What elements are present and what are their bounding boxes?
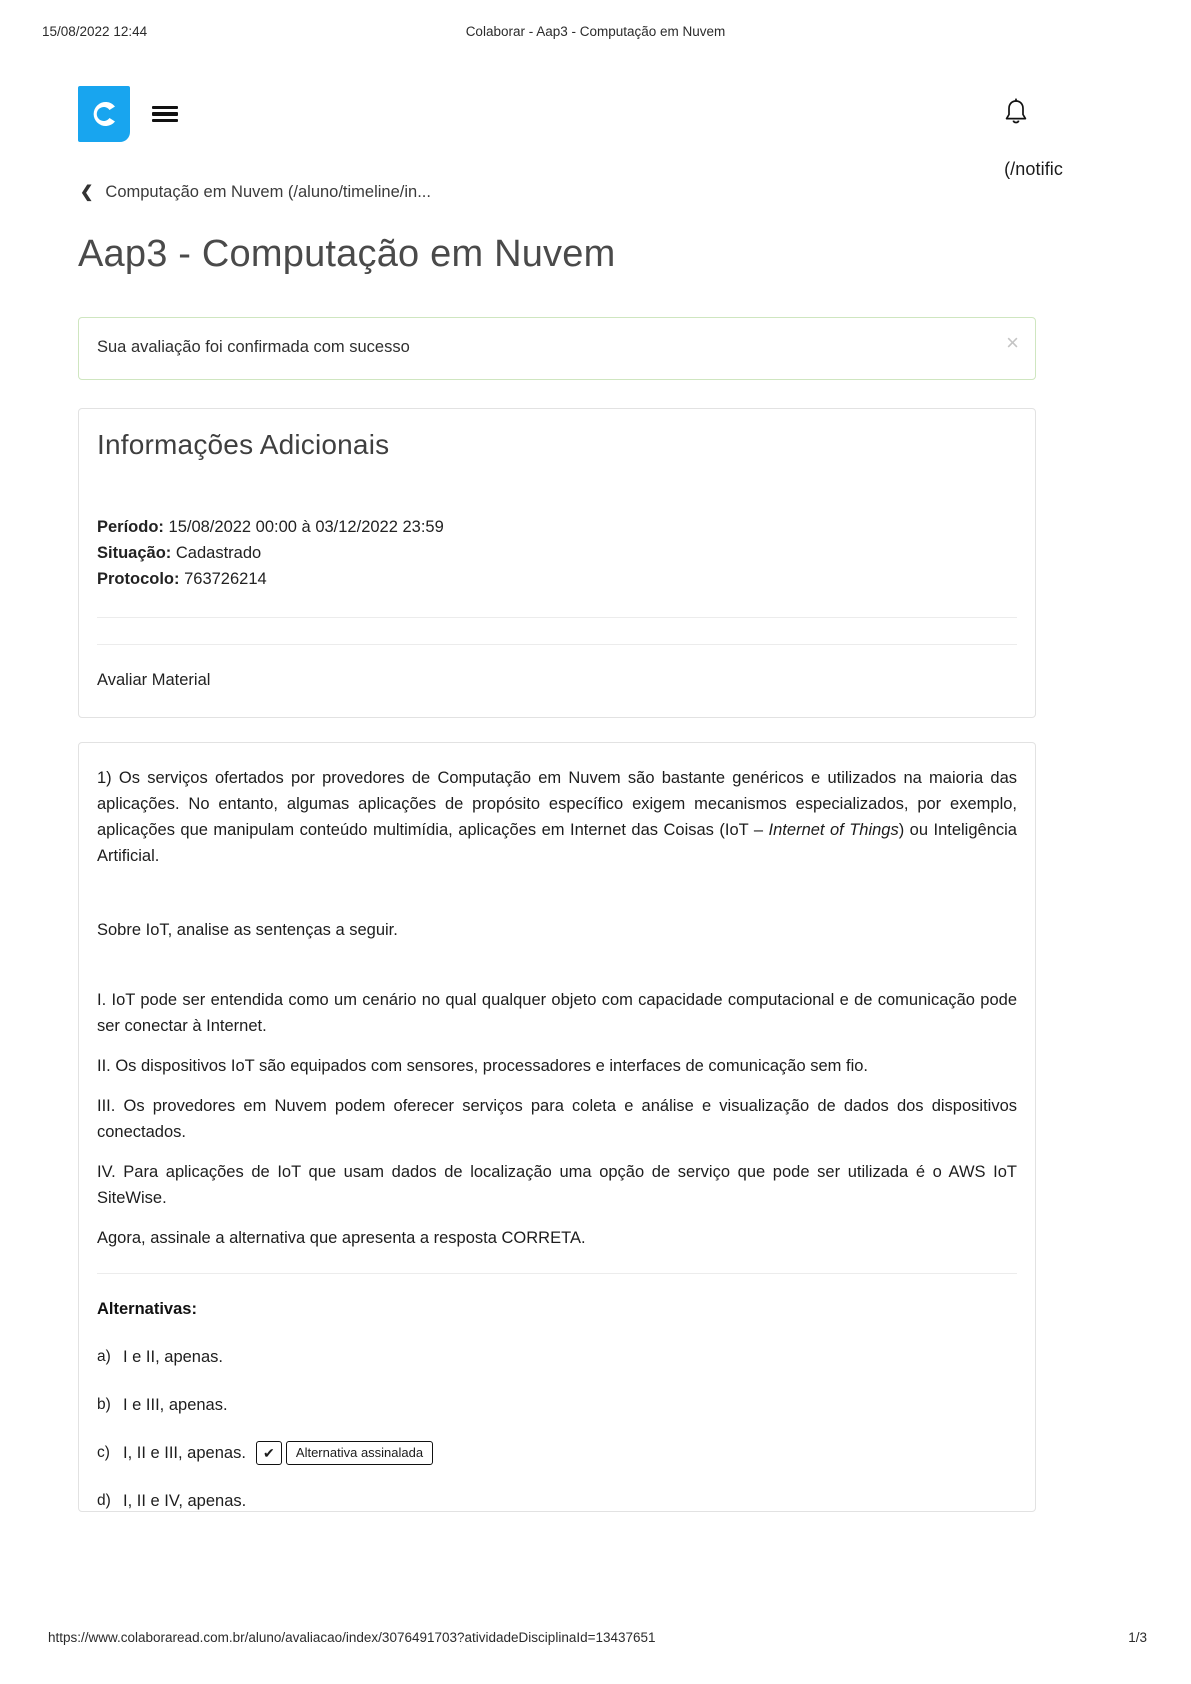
print-date: 15/08/2022 12:44 [42, 24, 148, 39]
statement-i: I. IoT pode ser entendida como um cenário no qual qualquer objeto com capacidade computacional e de comunicação pode ser conectar à Internet. [97, 991, 1017, 1035]
colaborar-logo-icon[interactable] [78, 86, 130, 142]
chevron-left-icon: ❮ [80, 183, 94, 201]
question-prompt: Sobre IoT, analise as sentenças a seguir. [97, 921, 398, 939]
periodo-row [97, 514, 444, 540]
protocolo-value: 763726214 [184, 570, 267, 588]
alternative-letter: d) [97, 1492, 111, 1509]
statement-ii: II. Os dispositivos IoT são equipados com sensores, processadores e interfaces de comunicação sem fio. [97, 1057, 868, 1075]
print-footer [0, 1630, 1191, 1650]
alternative-letter: b) [97, 1396, 111, 1413]
alternative-label: I, II e III, apenas. [123, 1444, 246, 1462]
success-alert [78, 317, 1036, 380]
protocolo-row [97, 566, 444, 592]
notifications-bell-icon[interactable] [1001, 96, 1031, 130]
situacao-label: Situação: [97, 544, 172, 562]
protocolo-label: Protocolo: [97, 570, 180, 588]
question-body [97, 765, 1017, 1512]
situacao-value: Cadastrado [175, 544, 262, 562]
divider-top [97, 617, 1017, 618]
statement-iii: III. Os provedores em Nuvem podem oferecer serviços para coleta e análise e visualização de dados dos dispositivos conectados. [97, 1097, 1017, 1141]
print-title: Colaborar - Aap3 - Computação em Nuvem [465, 24, 726, 39]
avaliar-material-link[interactable]: Avaliar Material [97, 671, 211, 689]
additional-info-heading: Informações Adicionais [97, 429, 390, 460]
success-alert-message: Sua avaliação foi confirmada com sucesso [97, 338, 410, 356]
question-statement [97, 765, 1017, 869]
print-footer-page: 1/3 [1128, 1630, 1147, 1645]
question-statement-part2: ) ou Inteligência Artificial. [97, 821, 1017, 865]
alternative-label: I e III, apenas. [123, 1396, 228, 1414]
app-bar [0, 82, 1191, 152]
additional-info-meta [97, 514, 444, 592]
check-icon[interactable]: ✔ [256, 1441, 282, 1465]
spacer [97, 869, 1017, 917]
question-statement-part1: 1) Os serviços ofertados por provedores de Computação em Nuvem são bastante genéricos e utilizados na maioria das aplicações. No entanto, algumas aplicações de propósito específico exigem mecanismos especializados, por exemplo, aplicações que manipulam conteúdo multimídia, aplicações em Internet das Coisas (IoT – [97, 769, 1017, 839]
menu-toggle-icon[interactable] [152, 104, 178, 124]
alternatives-divider [97, 1273, 1017, 1274]
notifications-link-text[interactable]: (/notific [1004, 159, 1063, 179]
breadcrumb-label: Computação em Nuvem (/aluno/timeline/in... [105, 183, 431, 201]
alternative-letter: a) [97, 1348, 111, 1365]
question-card [78, 742, 1036, 1512]
alternative-option-b[interactable] [97, 1392, 1017, 1418]
additional-info-card [78, 408, 1036, 718]
page-title: Aap3 - Computação em Nuvem [78, 233, 616, 275]
situacao-row [97, 540, 444, 566]
close-icon[interactable]: × [1006, 330, 1019, 355]
alternative-label: I e II, apenas. [123, 1348, 223, 1366]
alternative-option-a[interactable] [97, 1344, 1017, 1370]
question-closing: Agora, assinale a alternativa que apresenta a resposta CORRETA. [97, 1229, 586, 1247]
print-footer-url: https://www.colaboraread.com.br/aluno/avaliacao/index/3076491703?atividadeDisciplinaId=13437651 [48, 1630, 656, 1645]
periodo-label: Período: [97, 518, 164, 536]
divider-bottom [97, 644, 1017, 645]
alternative-letter: c) [97, 1444, 110, 1461]
selected-alternative-badge: Alternativa assinalada [286, 1441, 433, 1465]
spacer [97, 943, 1017, 987]
question-statement-italic: Internet of Things [768, 821, 899, 839]
statement-iv: IV. Para aplicações de IoT que usam dados de localização uma opção de serviço que pode ser utilizada é o AWS IoT SiteWise. [97, 1163, 1017, 1207]
alternative-label: I, II e IV, apenas. [123, 1492, 247, 1510]
alternatives-title: Alternativas: [97, 1300, 197, 1318]
alternative-option-c[interactable] [97, 1440, 1017, 1466]
breadcrumb[interactable] [80, 183, 431, 202]
print-header [0, 24, 1191, 44]
periodo-value: 15/08/2022 00:00 à 03/12/2022 23:59 [168, 518, 444, 536]
alternative-option-d[interactable] [97, 1488, 1017, 1512]
